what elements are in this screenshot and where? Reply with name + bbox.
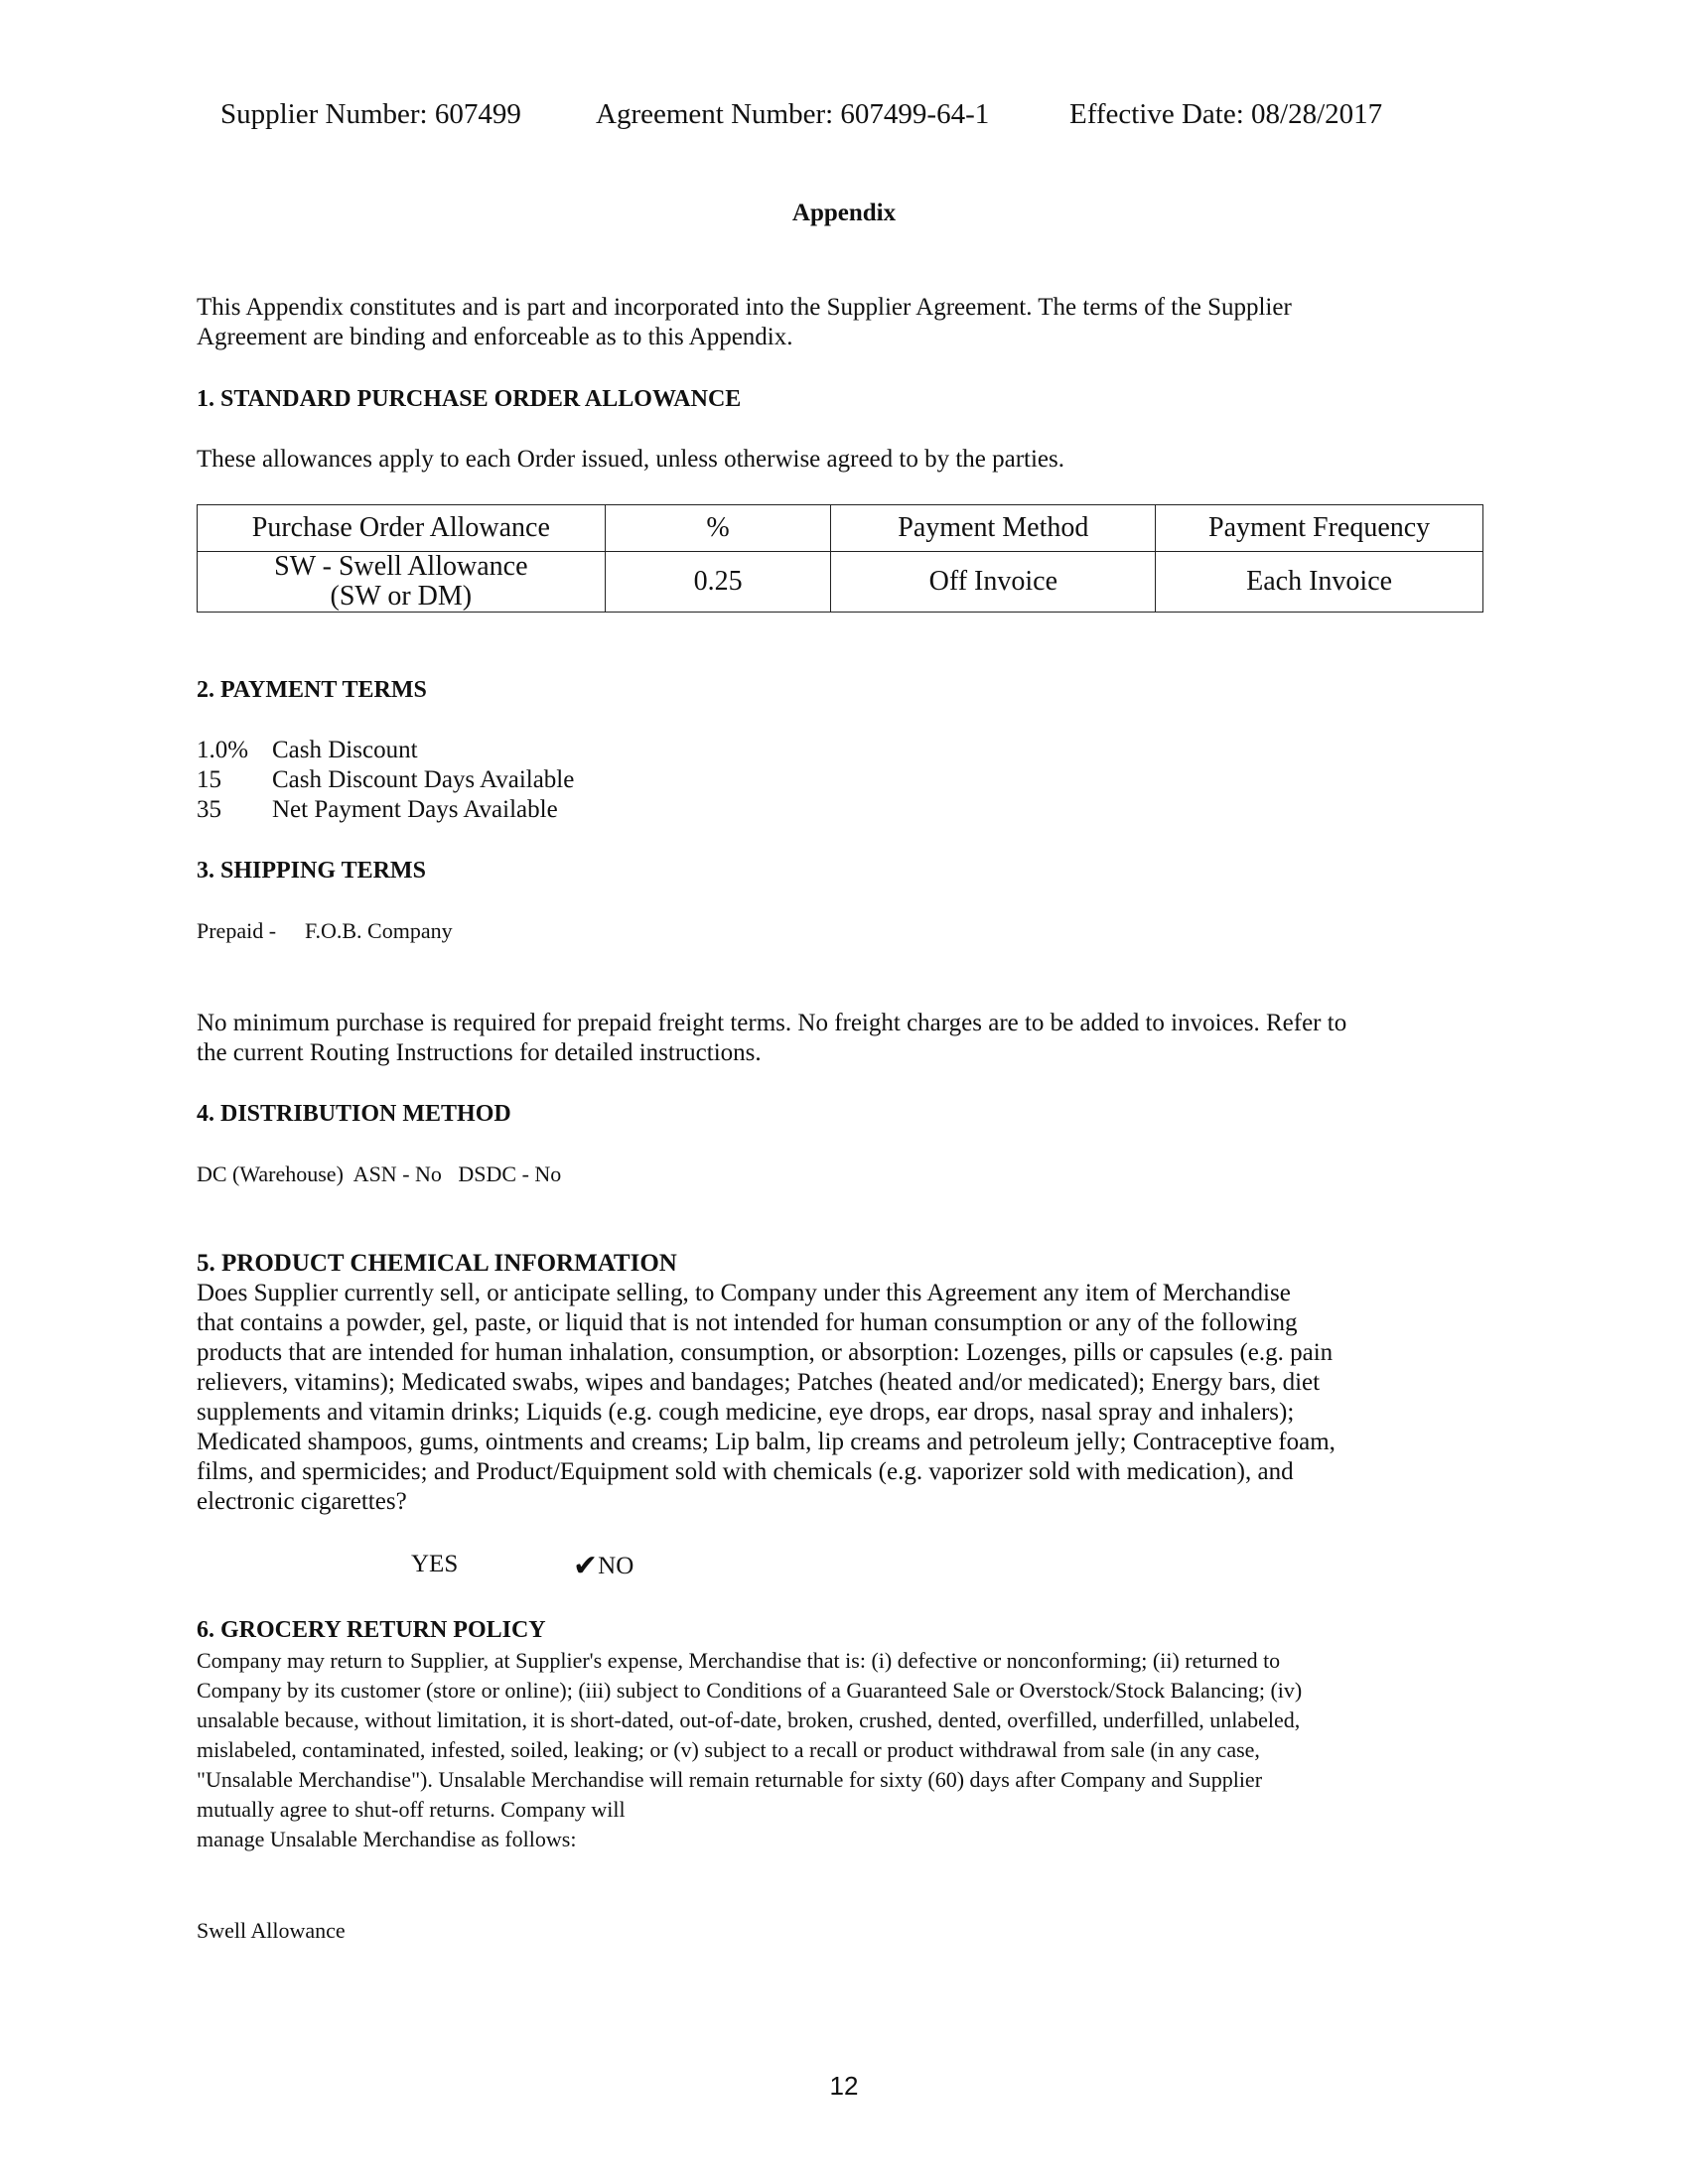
payment-frequency-cell: Each Invoice: [1156, 552, 1483, 613]
page-number: 12: [829, 2071, 859, 2101]
payment-term-row: [197, 765, 574, 795]
section6-heading: 6. GROCERY RETURN POLICY: [197, 1617, 546, 1643]
table-row: [198, 552, 1483, 613]
shipping-note: [197, 1009, 1346, 1068]
return-policy-line: manage Unsalable Merchandise as follows:: [197, 1827, 577, 1851]
payment-term-value: 35: [197, 796, 221, 823]
chemical-question-line: that contains a powder, gel, paste, or liquid that is not intended for human consumption or any of the following: [197, 1309, 1298, 1336]
allowance-cell: [198, 552, 606, 613]
section4-heading: 4. DISTRIBUTION METHOD: [197, 1101, 511, 1127]
return-policy-line: mutually agree to shut-off returns. Company will: [197, 1797, 626, 1822]
table-header-cell: Purchase Order Allowance: [198, 505, 606, 552]
chemical-question-line: Does Supplier currently sell, or anticipate selling, to Company under this Agreement any item of Merchandise: [197, 1280, 1291, 1306]
return-method: Swell Allowance: [197, 1918, 346, 1943]
payment-term-label: Cash Discount: [272, 737, 418, 763]
chemical-question-line: films, and spermicides; and Product/Equipment sold with chemicals (e.g. vaporizer sold with medication), and: [197, 1458, 1294, 1485]
section3-heading: 3. SHIPPING TERMS: [197, 858, 426, 884]
supplier-number: Supplier Number: 607499: [220, 98, 521, 130]
allowance-name: SW - Swell Allowance: [274, 551, 528, 582]
shipping-note-line: the current Routing Instructions for detailed instructions.: [197, 1039, 762, 1066]
return-policy-line: mislabeled, contaminated, infested, soiled, leaking; or (v) subject to a recall or product withdrawal from sale (in any case,: [197, 1737, 1260, 1762]
return-policy-line: Company by its customer (store or online); (iii) subject to Conditions of a Guaranteed Sale or Overstock/Stock Balancing; (iv): [197, 1678, 1303, 1703]
shipping-terms-label: Prepaid -: [197, 918, 277, 943]
table-header-cell: Payment Frequency: [1156, 505, 1483, 552]
yes-option: YES: [411, 1551, 459, 1577]
return-policy-line: unsalable because, without limitation, it is short-dated, out-of-date, broken, crushed, dented, overfilled, underfilled, unlabeled,: [197, 1707, 1301, 1732]
section2-heading: 2. PAYMENT TERMS: [197, 677, 427, 703]
shipping-terms-value: F.O.B. Company: [305, 918, 453, 943]
intro-paragraph: [197, 293, 1292, 352]
no-option: [573, 1550, 633, 1581]
chemical-question: [197, 1279, 1336, 1517]
return-policy-line: Company may return to Supplier, at Supplier's expense, Merchandise that is: (i) defective or nonconforming; (ii) returned to: [197, 1648, 1281, 1673]
allowance-table: [197, 504, 1483, 613]
payment-method-cell: Off Invoice: [831, 552, 1156, 613]
chemical-question-line: Medicated shampoos, gums, ointments and creams; Lip balm, lip creams and petroleum jelly; Contraceptive foam,: [197, 1429, 1336, 1455]
percent-cell: 0.25: [605, 552, 831, 613]
page-title: Appendix: [791, 200, 897, 226]
return-policy-paragraph: [197, 1646, 1302, 1854]
payment-term-label: Net Payment Days Available: [272, 796, 558, 823]
chemical-question-line: products that are intended for human inhalation, consumption, or absorption: Lozenges, pills or capsules (e.g. pain: [197, 1339, 1334, 1366]
agreement-number: Agreement Number: 607499-64-1: [596, 98, 990, 130]
table-header-cell: %: [605, 505, 831, 552]
checkmark-icon: ✔: [573, 1549, 599, 1583]
chemical-question-line: supplements and vitamin drinks; Liquids (e.g. cough medicine, eye drops, ear drops, nasal spray and inhalers);: [197, 1399, 1295, 1426]
distribution-method: DC (Warehouse) ASN - No DSDC - No: [197, 1161, 562, 1186]
table-header-row: [198, 505, 1483, 552]
payment-term-row: [197, 795, 558, 825]
payment-term-label: Cash Discount Days Available: [272, 766, 575, 793]
payment-term-value: 1.0%: [197, 737, 249, 763]
return-policy-line: "Unsalable Merchandise"). Unsalable Merchandise will remain returnable for sixty (60) days after Company and Supplier: [197, 1767, 1263, 1792]
section1-description: These allowances apply to each Order issued, unless otherwise agreed to by the parties.: [197, 446, 1065, 473]
no-option-label: NO: [598, 1553, 634, 1579]
shipping-note-line: No minimum purchase is required for prepaid freight terms. No freight charges are to be added to invoices. Refer to: [197, 1010, 1347, 1036]
section1-heading: 1. STANDARD PURCHASE ORDER ALLOWANCE: [197, 386, 742, 412]
payment-term-row: [197, 736, 418, 765]
chemical-question-line: relievers, vitamins); Medicated swabs, wipes and bandages; Patches (heated and/or medicated); Energy bars, diet: [197, 1369, 1321, 1396]
intro-line: Agreement are binding and enforceable as to this Appendix.: [197, 324, 793, 350]
payment-term-value: 15: [197, 766, 221, 793]
effective-date: Effective Date: 08/28/2017: [1069, 98, 1383, 130]
intro-line: This Appendix constitutes and is part and incorporated into the Supplier Agreement. The terms of the Supplier: [197, 294, 1292, 321]
chemical-question-line: electronic cigarettes?: [197, 1488, 407, 1515]
table-header-cell: Payment Method: [831, 505, 1156, 552]
section5-heading: 5. PRODUCT CHEMICAL INFORMATION: [197, 1250, 677, 1277]
allowance-code: (SW or DM): [330, 581, 473, 612]
